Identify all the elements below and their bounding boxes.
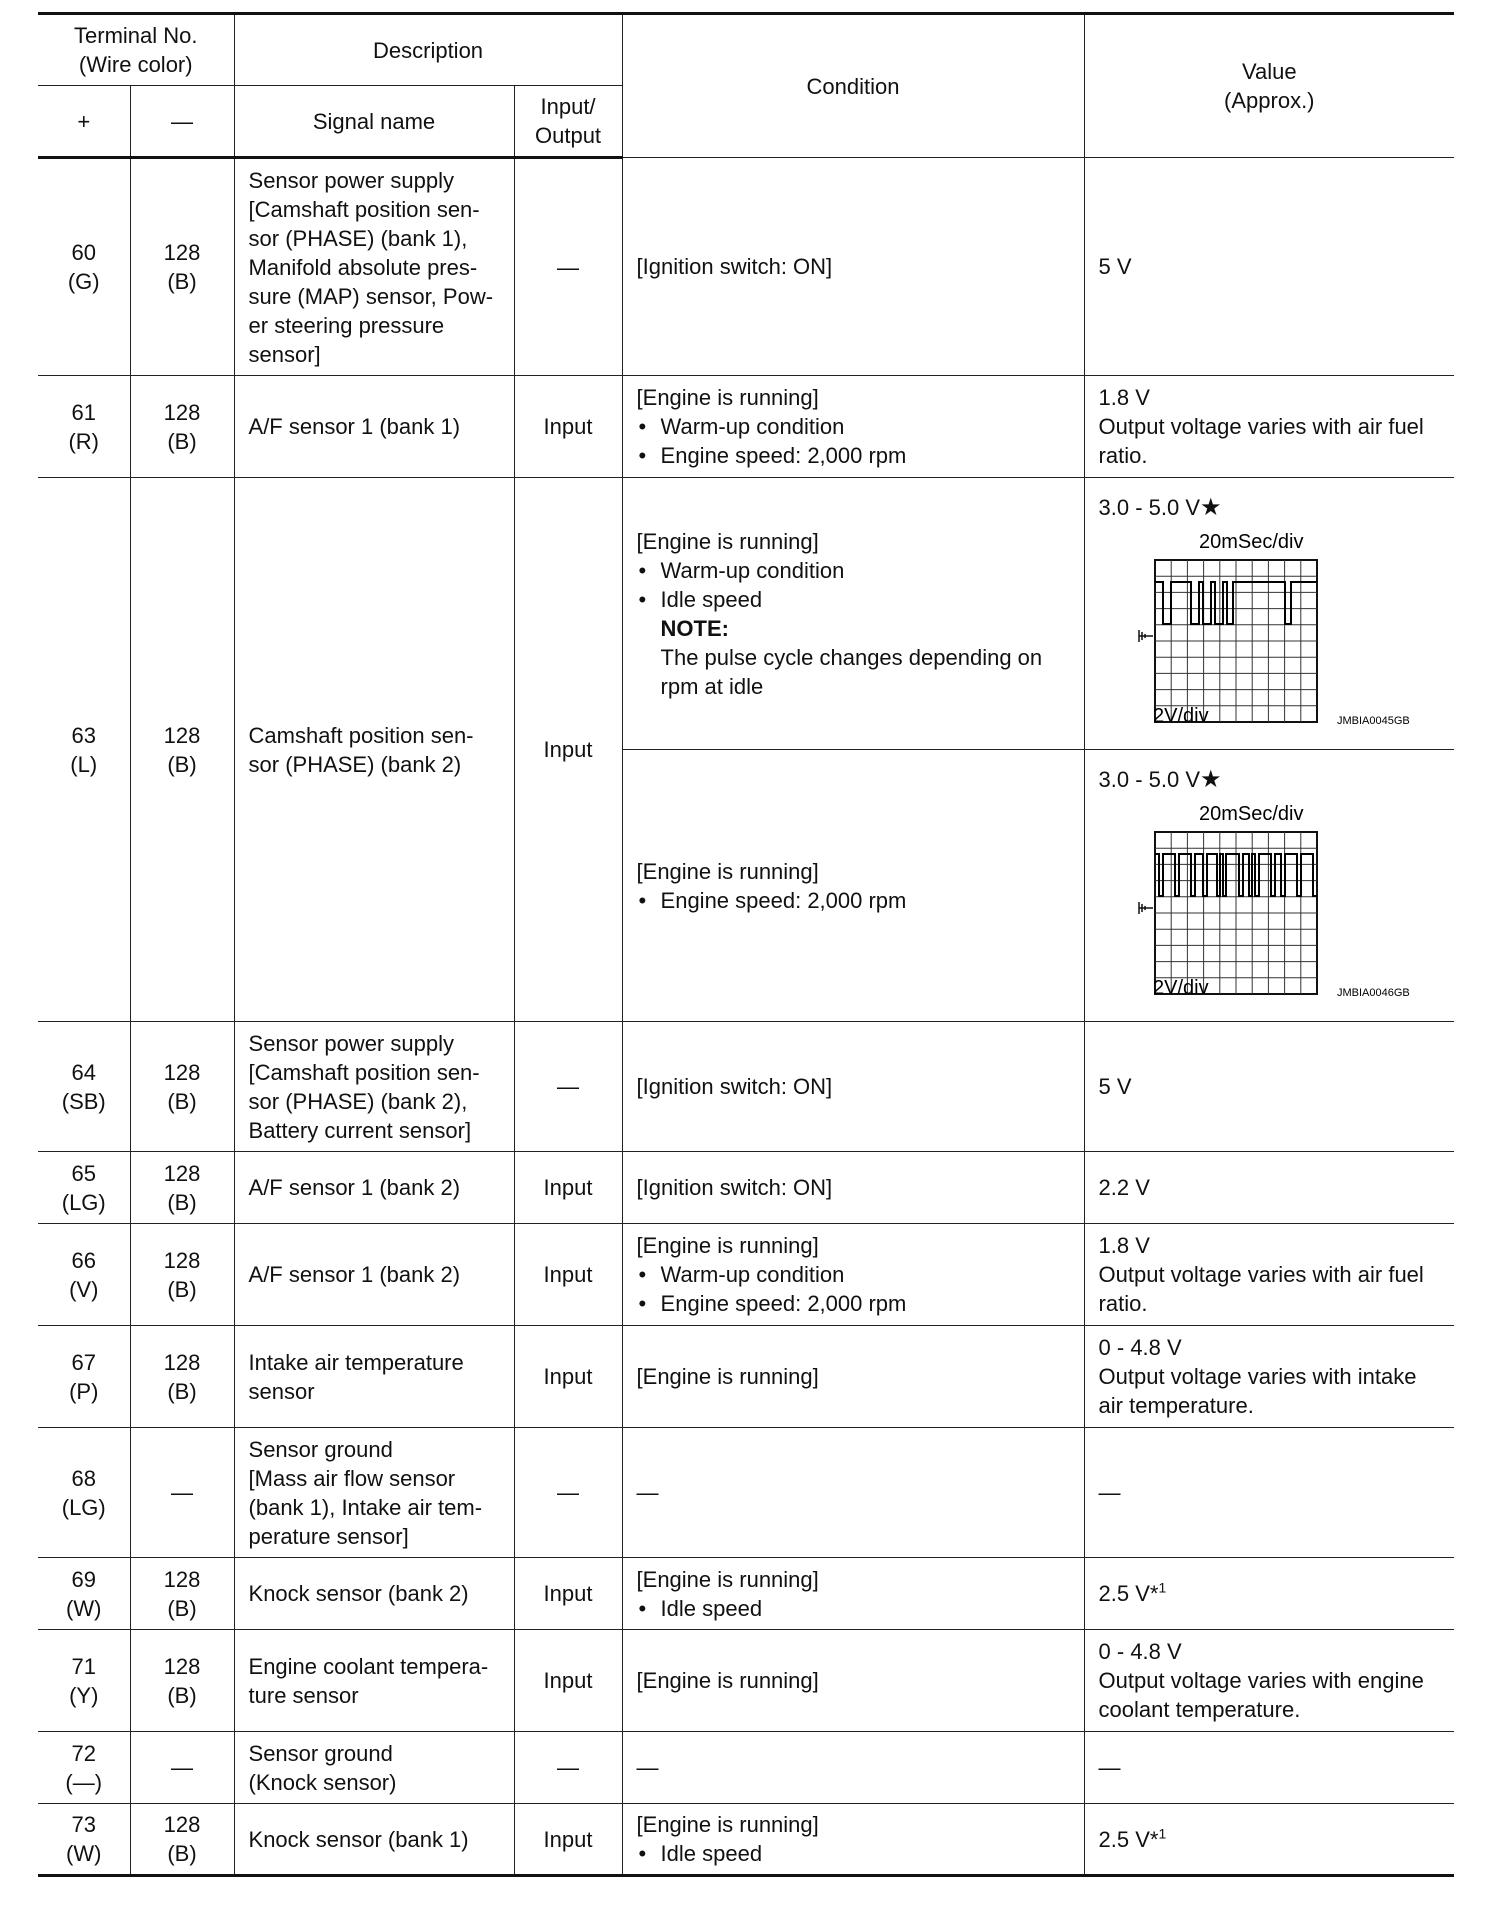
waveform-svg xyxy=(1099,524,1419,734)
value-cell: — xyxy=(1084,1428,1454,1558)
footnote-ref: 1 xyxy=(1158,1825,1167,1842)
terminal-plus: 66 (V) xyxy=(38,1224,130,1326)
value-cell: 5 V xyxy=(1084,158,1454,376)
value-cell: — xyxy=(1084,1732,1454,1804)
condition-cell: [Engine is running] xyxy=(622,1630,1084,1732)
io-cell: Input xyxy=(514,1326,622,1428)
signal-name: Knock sensor (bank 1) xyxy=(234,1804,514,1876)
table-row xyxy=(38,1732,1454,1804)
terminal-table-sheet xyxy=(38,12,1454,1877)
terminal-plus: 71 (Y) xyxy=(38,1630,130,1732)
value-cell: 1.8 V Output voltage varies with air fuel ratio. xyxy=(1084,376,1454,478)
condition-bullet: • Idle speed xyxy=(637,1594,1070,1623)
condition-bullet: • Engine speed: 2,000 rpm xyxy=(637,886,1070,915)
condition-bullet: • Warm-up condition xyxy=(637,1260,1070,1289)
terminal-plus: 67 (P) xyxy=(38,1326,130,1428)
value-cell: 3.0 - 5.0 V★ 20mSec/div 2V/div JMBIA0045GB xyxy=(1084,478,1454,750)
terminal-minus: 128 (B) xyxy=(130,478,234,1022)
figure-code: JMBIA0045GB xyxy=(1336,715,1410,727)
footnote-ref: 1 xyxy=(1158,1579,1167,1596)
signal-name: Knock sensor (bank 2) xyxy=(234,1558,514,1630)
condition-cell: — xyxy=(622,1428,1084,1558)
value-cell: 5 V xyxy=(1084,1022,1454,1152)
condition-cell: [Engine is running] • Warm-up condition • Idle speed NOTE: The pulse cycle changes depending on rpm at idle xyxy=(622,478,1084,750)
io-cell: Input xyxy=(514,1558,622,1630)
volt-division-label: 2V/div xyxy=(1152,977,1209,999)
terminal-minus: 128 (B) xyxy=(130,1022,234,1152)
note-title: NOTE: xyxy=(660,615,729,641)
signal-name: Engine coolant tempera- ture sensor xyxy=(234,1630,514,1732)
terminal-plus: 60 (G) xyxy=(38,158,130,376)
signal-name: Camshaft position sen- sor (PHASE) (bank 2) xyxy=(234,478,514,1022)
description-header: Description xyxy=(234,14,622,86)
minus-header: — xyxy=(130,86,234,158)
condition-cell: [Engine is running] • Engine speed: 2,000 rpm xyxy=(622,750,1084,1022)
value-cell: 1.8 V Output voltage varies with air fuel ratio. xyxy=(1084,1224,1454,1326)
star-icon: ★ xyxy=(1200,766,1222,793)
time-division-label: 20mSec/div xyxy=(1198,531,1304,553)
condition-cell: [Ignition switch: ON] xyxy=(622,1152,1084,1224)
value-cell: 3.0 - 5.0 V★ 20mSec/div 2V/div JMBIA0046GB xyxy=(1084,750,1454,1022)
terminal-plus: 65 (LG) xyxy=(38,1152,130,1224)
table-row xyxy=(38,158,1454,376)
io-cell: — xyxy=(514,158,622,376)
condition-cell: [Engine is running] • Warm-up condition • Engine speed: 2,000 rpm xyxy=(622,376,1084,478)
table-row xyxy=(38,1428,1454,1558)
signal-name: Sensor ground [Mass air flow sensor (bank 1), Intake air tem- perature sensor] xyxy=(234,1428,514,1558)
table-row xyxy=(38,1152,1454,1224)
terminal-plus: 64 (SB) xyxy=(38,1022,130,1152)
condition-cell: — xyxy=(622,1732,1084,1804)
waveform-svg xyxy=(1099,796,1419,1006)
condition-bullet: • Engine speed: 2,000 rpm xyxy=(637,1289,1070,1318)
terminal-plus: 63 (L) xyxy=(38,478,130,1022)
terminal-plus: 61 (R) xyxy=(38,376,130,478)
time-division-label: 20mSec/div xyxy=(1198,803,1304,825)
condition-cell: [Ignition switch: ON] xyxy=(622,158,1084,376)
table-row xyxy=(38,1804,1454,1876)
condition-cell: [Engine is running] • Idle speed xyxy=(622,1558,1084,1630)
table-row xyxy=(38,1558,1454,1630)
note-text: The pulse cycle changes depending on rpm at idle xyxy=(660,644,1043,699)
ground-symbol-icon xyxy=(1139,630,1153,642)
ground-symbol-icon xyxy=(1139,902,1153,914)
value-cell: 0 - 4.8 V Output voltage varies with engine coolant temperature. xyxy=(1084,1630,1454,1732)
terminal-minus: 128 (B) xyxy=(130,1152,234,1224)
table-row xyxy=(38,478,1454,750)
terminal-header: Terminal No. (Wire color) xyxy=(38,14,234,86)
terminal-plus: 73 (W) xyxy=(38,1804,130,1876)
condition-bullet: • Idle speed xyxy=(637,1839,1070,1868)
terminal-minus: 128 (B) xyxy=(130,376,234,478)
signal-name: Intake air temperature sensor xyxy=(234,1326,514,1428)
io-cell: Input xyxy=(514,478,622,1022)
terminal-plus: 72 (—) xyxy=(38,1732,130,1804)
figure-code: JMBIA0046GB xyxy=(1336,987,1410,999)
signal-name-header: Signal name xyxy=(234,86,514,158)
terminal-minus: 128 (B) xyxy=(130,1558,234,1630)
condition-bullet: • Warm-up condition xyxy=(637,556,1070,585)
io-cell: Input xyxy=(514,1152,622,1224)
oscilloscope-grid xyxy=(1155,560,1317,722)
oscilloscope-waveform-idle xyxy=(1099,524,1419,734)
terminal-minus: 128 (B) xyxy=(130,1224,234,1326)
terminal-minus: 128 (B) xyxy=(130,158,234,376)
condition-bullet: • Engine speed: 2,000 rpm xyxy=(637,441,1070,470)
signal-name: A/F sensor 1 (bank 2) xyxy=(234,1224,514,1326)
condition-bullet: • Warm-up condition xyxy=(637,412,1070,441)
signal-name: Sensor power supply [Camshaft position sen- sor (PHASE) (bank 2), Battery current sensor] xyxy=(234,1022,514,1152)
value-cell: 2.5 V*$^1$ xyxy=(1084,1804,1454,1876)
condition-cell: [Engine is running] • Warm-up condition • Engine speed: 2,000 rpm xyxy=(622,1224,1084,1326)
terminal-plus: 68 (LG) xyxy=(38,1428,130,1558)
star-icon: ★ xyxy=(1200,494,1222,521)
signal-name: Sensor power supply [Camshaft position sen- sor (PHASE) (bank 1), Manifold absolute pres- sure (MAP) sensor, Pow- er steering pressure sensor] xyxy=(234,158,514,376)
condition-cell: [Engine is running] xyxy=(622,1326,1084,1428)
value-cell: 0 - 4.8 V Output voltage varies with intake air temperature. xyxy=(1084,1326,1454,1428)
io-header: Input/ Output xyxy=(514,86,622,158)
oscilloscope-waveform-2000rpm xyxy=(1099,796,1419,1006)
table-row xyxy=(38,1022,1454,1152)
terminal-plus: 69 (W) xyxy=(38,1558,130,1630)
terminal-minus: — xyxy=(130,1732,234,1804)
condition-cell: [Ignition switch: ON] xyxy=(622,1022,1084,1152)
table-row xyxy=(38,1630,1454,1732)
io-cell: — xyxy=(514,1732,622,1804)
condition-header: Condition xyxy=(622,14,1084,158)
signal-name: Sensor ground (Knock sensor) xyxy=(234,1732,514,1804)
io-cell: — xyxy=(514,1022,622,1152)
signal-name: A/F sensor 1 (bank 1) xyxy=(234,376,514,478)
table-row xyxy=(38,376,1454,478)
io-cell: Input xyxy=(514,1224,622,1326)
io-cell: Input xyxy=(514,376,622,478)
terminal-minus: 128 (B) xyxy=(130,1804,234,1876)
plus-header: + xyxy=(38,86,130,158)
volt-division-label: 2V/div xyxy=(1152,705,1209,727)
value-cell: 2.2 V xyxy=(1084,1152,1454,1224)
io-cell: Input xyxy=(514,1630,622,1732)
terminal-minus: — xyxy=(130,1428,234,1558)
io-cell: — xyxy=(514,1428,622,1558)
io-cell: Input xyxy=(514,1804,622,1876)
condition-cell: [Engine is running] • Idle speed xyxy=(622,1804,1084,1876)
value-header: Value (Approx.) xyxy=(1084,14,1454,158)
signal-name: A/F sensor 1 (bank 2) xyxy=(234,1152,514,1224)
value-cell: 2.5 V*$^1$ xyxy=(1084,1558,1454,1630)
terminal-minus: 128 (B) xyxy=(130,1326,234,1428)
table-row xyxy=(38,1326,1454,1428)
note-block xyxy=(637,614,1070,701)
terminal-minus: 128 (B) xyxy=(130,1630,234,1732)
table-row xyxy=(38,1224,1454,1326)
condition-bullet: • Idle speed xyxy=(637,585,1070,614)
ecm-terminal-table xyxy=(38,12,1454,1877)
